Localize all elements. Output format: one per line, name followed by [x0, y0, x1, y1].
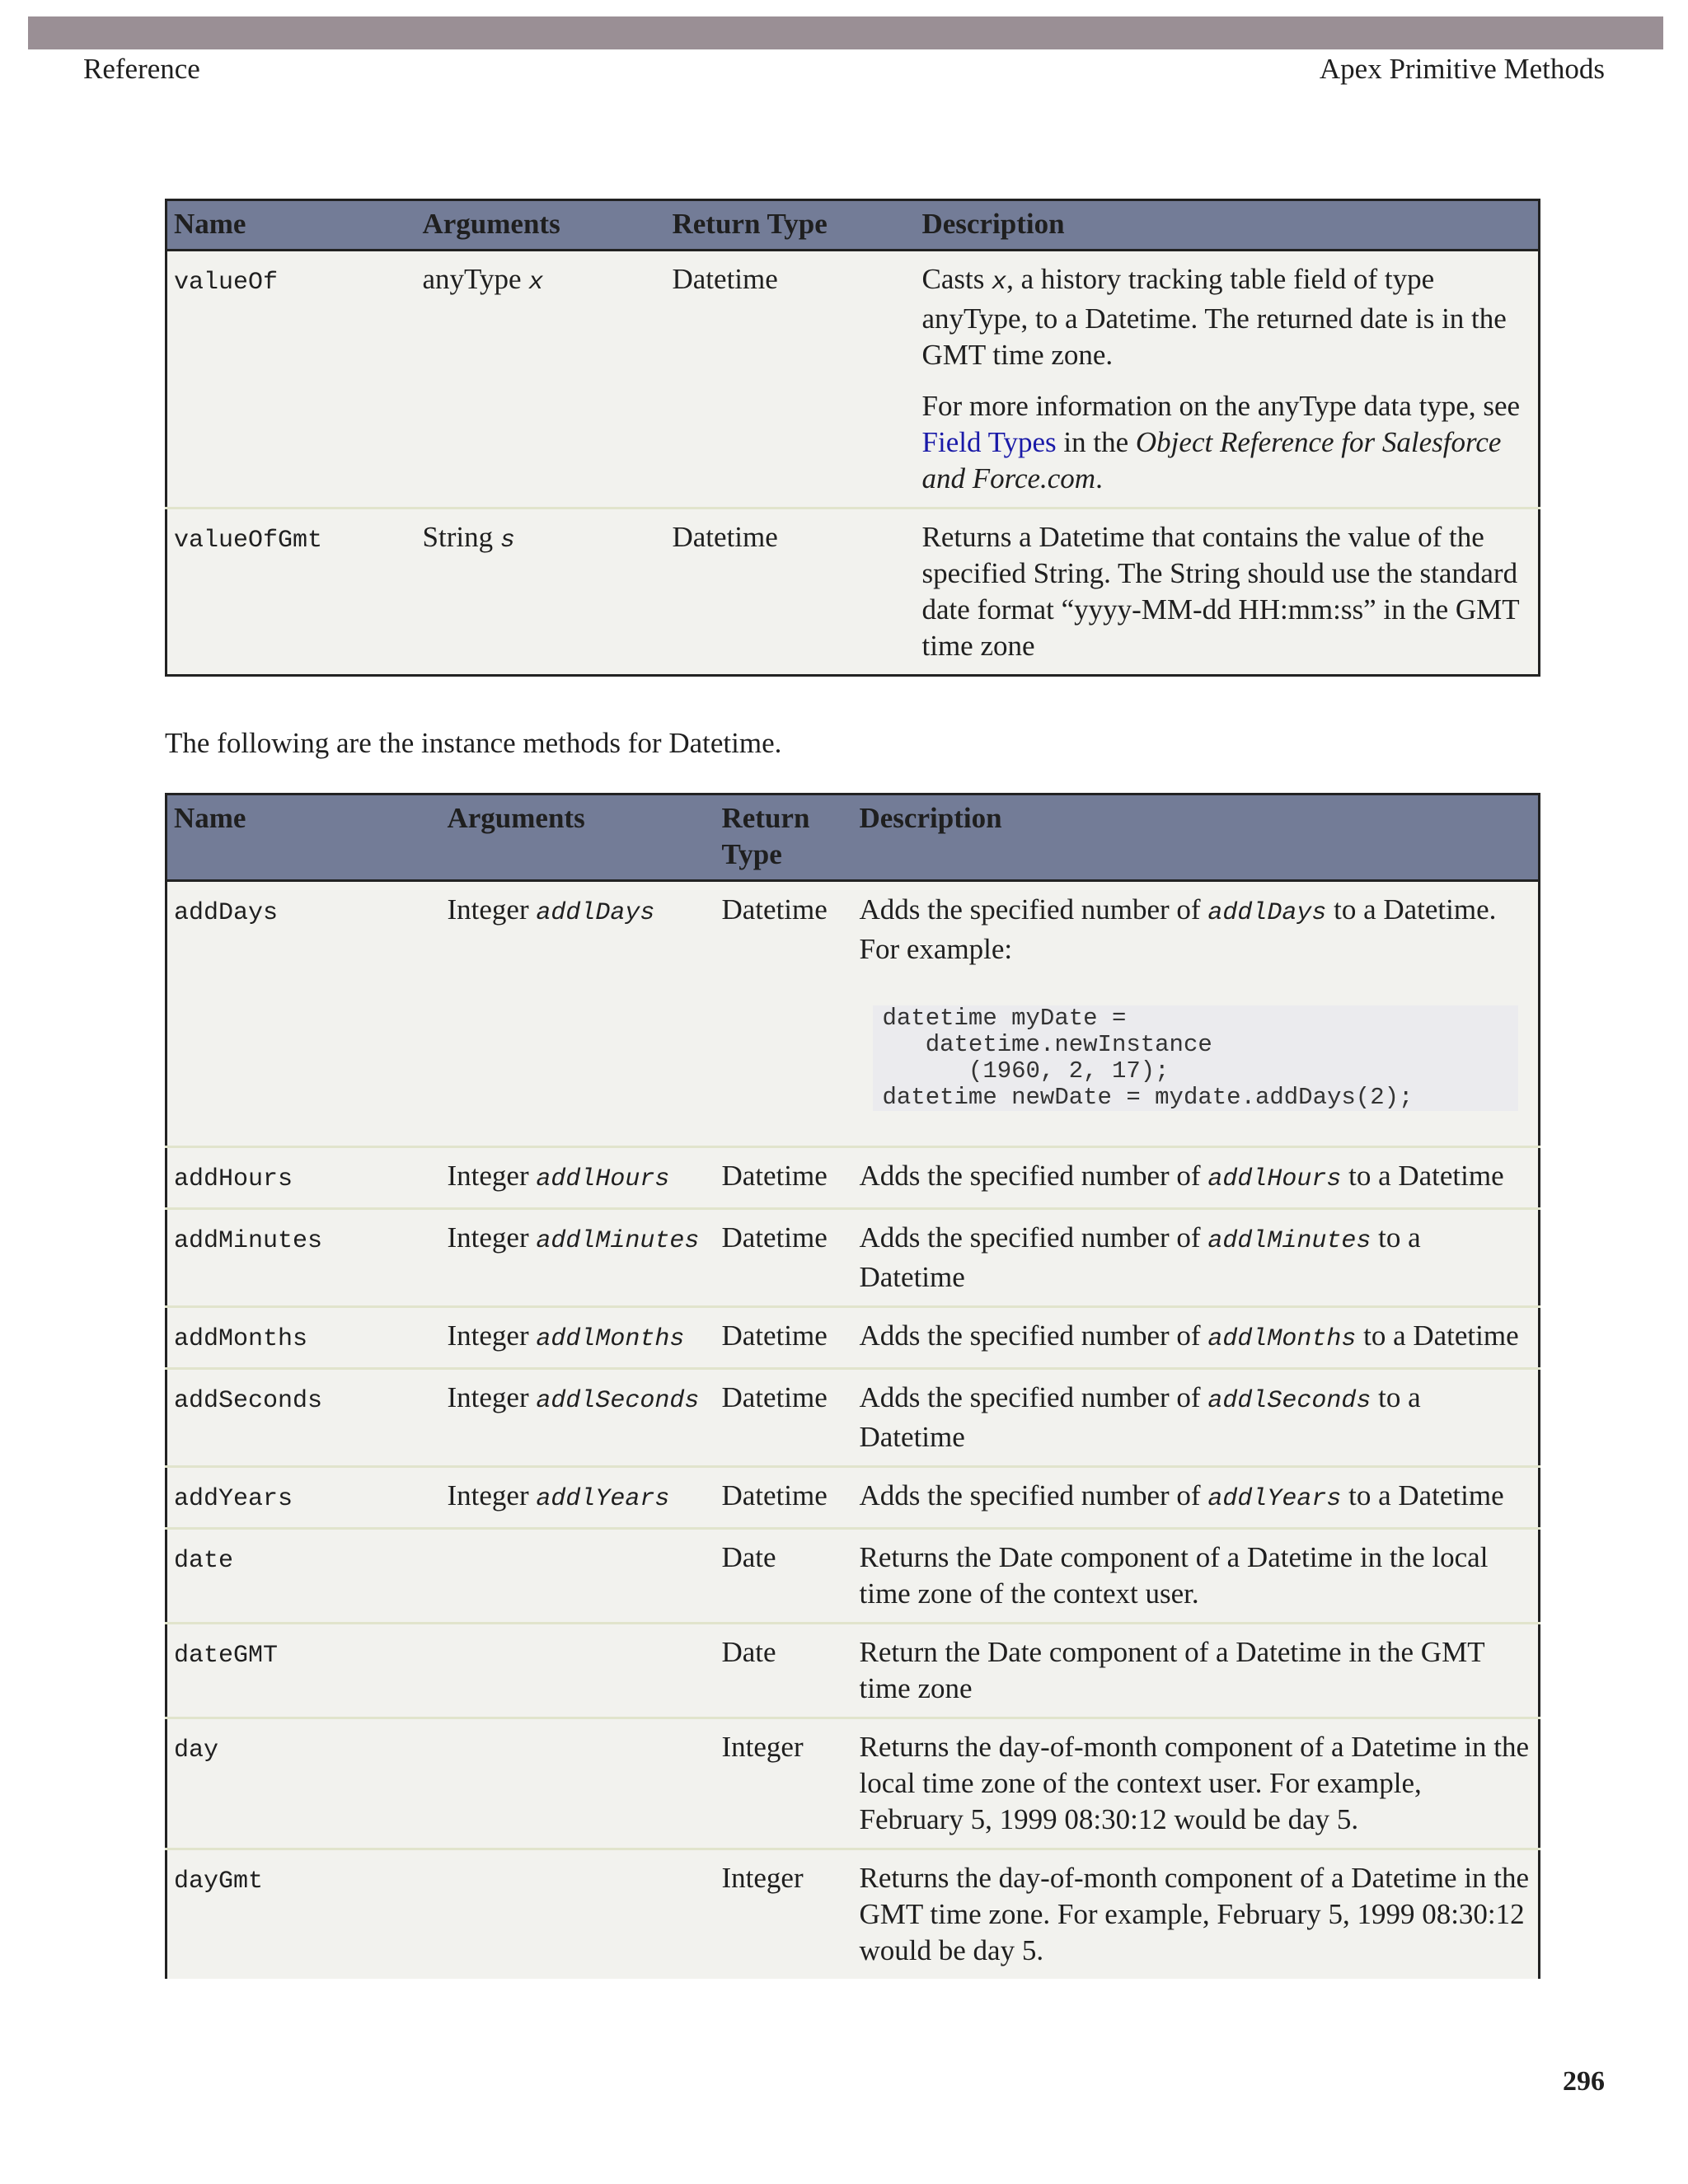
table-row: [166, 1849, 1540, 1980]
column-header-description: Description: [916, 200, 1540, 251]
method-arguments: Integer addlHours: [441, 1147, 715, 1209]
running-header-left: Reference: [83, 53, 200, 85]
method-description: Adds the specified number of addlSeconds to a Datetime: [853, 1369, 1540, 1467]
method-return-type: Integer: [715, 1849, 853, 1980]
method-name: day: [166, 1718, 441, 1849]
table-row: [166, 509, 1540, 676]
table-row: [166, 881, 1540, 1147]
column-header-description: Description: [853, 794, 1540, 881]
column-header-return-type: Return Type: [715, 794, 853, 881]
method-arguments: Integer addlMonths: [441, 1307, 715, 1369]
code-sample: datetime myDate = datetime.newInstance (1960, 2, 17); datetime newDate = mydate.addDays(2);: [873, 1005, 1519, 1111]
method-description: Returns the day-of-month component of a Datetime in the local time zone of the context user. For example, February 5, 1999 08:30:12 would be day 5.: [853, 1718, 1540, 1849]
method-name: addHours: [166, 1147, 441, 1209]
table-row: [166, 1718, 1540, 1849]
method-name: valueOf: [174, 269, 279, 297]
method-return-type: Datetime: [715, 1147, 853, 1209]
method-name: dayGmt: [166, 1849, 441, 1980]
method-description: Adds the specified number of addlYears to a Datetime: [853, 1467, 1540, 1529]
field-types-link[interactable]: Field Types: [921, 426, 1057, 458]
page-number: 296: [1563, 2066, 1605, 2097]
method-return-type: Datetime: [715, 1209, 853, 1307]
method-arguments: [441, 1718, 715, 1849]
method-description: Casts x, a history tracking table field of type anyType, to a Datetime. The returned date is in the GMT time zone. For more information on the anyType data type, see Field Types in the Object Reference for Salesforce and Force.com.: [921, 263, 1521, 494]
method-return-type: Datetime: [721, 893, 828, 926]
method-arguments: [441, 1624, 715, 1718]
method-name: addSeconds: [166, 1369, 441, 1467]
running-header-right: Apex Primitive Methods: [1319, 53, 1605, 85]
method-name: addMinutes: [166, 1209, 441, 1307]
method-return-type: Datetime: [666, 509, 916, 676]
method-name: addMonths: [166, 1307, 441, 1369]
column-header-name: Name: [166, 794, 441, 881]
method-description: Adds the specified number of addlHours to a Datetime: [853, 1147, 1540, 1209]
table-row: [166, 1369, 1540, 1467]
method-description: Return the Date component of a Datetime in the GMT time zone: [853, 1624, 1540, 1718]
method-name: addDays: [174, 899, 279, 927]
method-arguments: Integer addlYears: [441, 1467, 715, 1529]
table-row: [166, 1209, 1540, 1307]
method-arguments: Integer addlSeconds: [441, 1369, 715, 1467]
method-return-type: Datetime: [715, 1467, 853, 1529]
method-return-type: Datetime: [715, 1369, 853, 1467]
method-arguments: [441, 1529, 715, 1624]
column-header-arguments: Arguments: [441, 794, 715, 881]
method-description: Adds the specified number of addlMonths to a Datetime: [853, 1307, 1540, 1369]
method-arguments: Integer addlMinutes: [441, 1209, 715, 1307]
top-color-band: [28, 16, 1663, 49]
table-row: [166, 251, 1540, 509]
method-return-type: Integer: [715, 1718, 853, 1849]
instance-methods-table: [165, 793, 1540, 1979]
column-header-return-type: Return Type: [666, 200, 916, 251]
intro-text: The following are the instance methods for Datetime.: [165, 727, 782, 759]
method-description: Returns the day-of-month component of a Datetime in the GMT time zone. For example, February 5, 1999 08:30:12 would be day 5.: [853, 1849, 1540, 1980]
method-name: date: [166, 1529, 441, 1624]
method-name: valueOfGmt: [166, 509, 416, 676]
method-arguments: Integer addlDays: [447, 893, 655, 927]
method-arguments: String s: [416, 509, 666, 676]
table-row: [166, 1147, 1540, 1209]
method-arguments: anyType x: [422, 263, 544, 297]
table-header-row: [166, 200, 1540, 251]
table-row: [166, 1467, 1540, 1529]
method-arguments: [441, 1849, 715, 1980]
method-return-type: Date: [715, 1529, 853, 1624]
method-return-type: Date: [715, 1624, 853, 1718]
method-description: Returns the Date component of a Datetime in the local time zone of the context user.: [853, 1529, 1540, 1624]
column-header-arguments: Arguments: [416, 200, 666, 251]
method-name: dateGMT: [166, 1624, 441, 1718]
method-description: Adds the specified number of addlDays to a Datetime. For example: datetime myDate = datetime.newInstance (1960, 2, 17); datetime newDate = mydate.addDays(2);: [853, 881, 1540, 1147]
method-return-type: Datetime: [672, 263, 778, 295]
table-row: [166, 1624, 1540, 1718]
table-row: [166, 1529, 1540, 1624]
method-return-type: Datetime: [715, 1307, 853, 1369]
table-row: [166, 1307, 1540, 1369]
column-header-name: Name: [166, 200, 416, 251]
table-header-row: [166, 794, 1540, 881]
method-description: Returns a Datetime that contains the value of the specified String. The String should use the standard date format “yyyy-MM-dd HH:mm:ss” in the GMT time zone: [916, 509, 1540, 676]
static-methods-table: [165, 199, 1540, 677]
method-description: Adds the specified number of addlMinutes to a Datetime: [853, 1209, 1540, 1307]
method-name: addYears: [166, 1467, 441, 1529]
